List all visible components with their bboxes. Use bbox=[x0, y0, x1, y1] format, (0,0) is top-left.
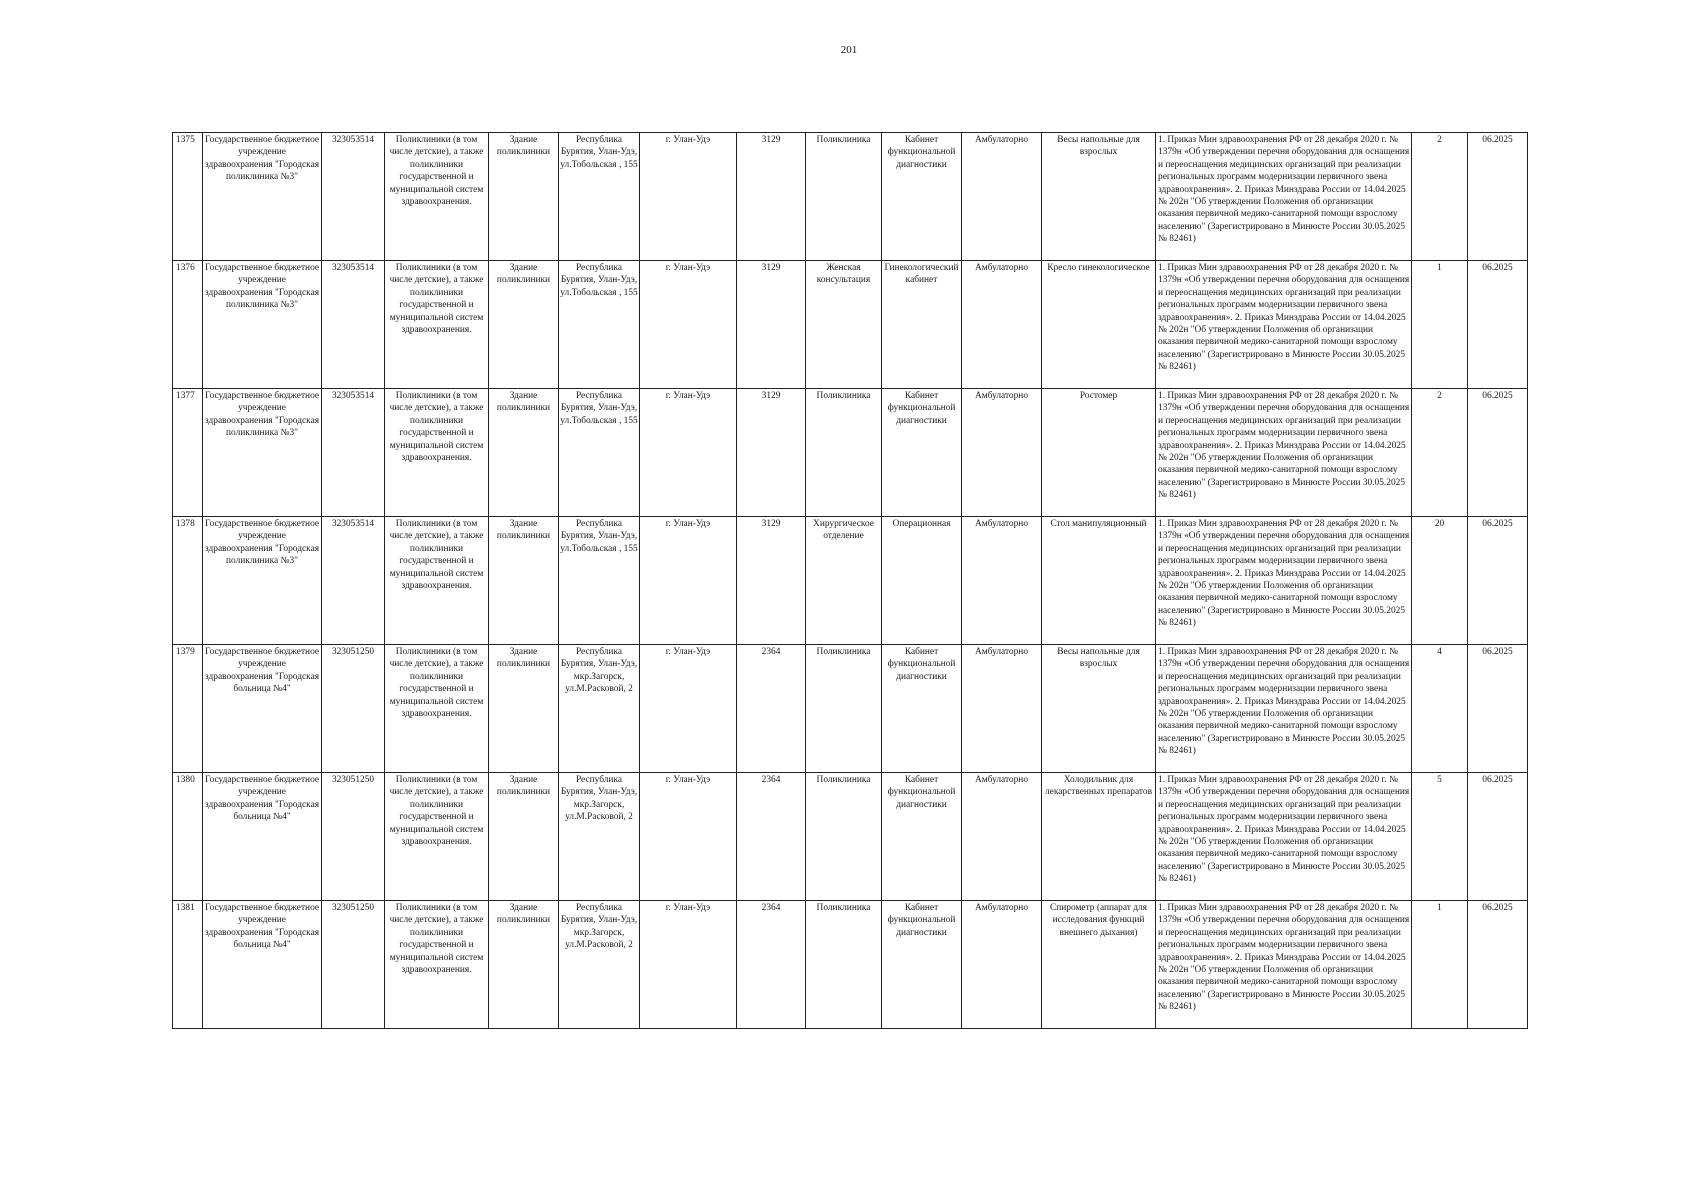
equipment-registry-table bbox=[172, 132, 1528, 1029]
building-cell: Здание поликлиники bbox=[489, 133, 559, 261]
equipment-cell: Кресло гинекологическое bbox=[1042, 261, 1156, 389]
equipment-cell: Холодильник для лекарственных препаратов bbox=[1042, 773, 1156, 901]
legal-basis-cell: 1. Приказ Мин здравоохранения РФ от 28 декабря 2020 г. № 1379н «Об утверждении перечня оборудования для оснащения и переоснащения медицинских организаций при реализации региональных программ модернизации первичного звена здравоохранения». 2. Приказ Минздрава России от 14.04.2025 № 202н "Об утверждении Положения об организации оказания первичной медико-санитарной помощи взрослому населению" (Зарегистрировано в Минюсте России 30.05.2025 № 82461) bbox=[1156, 389, 1412, 517]
city-cell: г. Улан-Удэ bbox=[640, 773, 737, 901]
city-cell: г. Улан-Удэ bbox=[640, 901, 737, 1029]
date-cell: 06.2025 bbox=[1468, 133, 1528, 261]
room-cell: Кабинет функциональной диагностики bbox=[882, 133, 962, 261]
equipment-cell: Весы напольные для взрослых bbox=[1042, 645, 1156, 773]
row-number-cell: 1377 bbox=[173, 389, 203, 517]
area-cell: 2364 bbox=[737, 645, 806, 773]
quantity-cell: 20 bbox=[1412, 517, 1468, 645]
building-cell: Здание поликлиники bbox=[489, 645, 559, 773]
equipment-cell: Весы напольные для взрослых bbox=[1042, 133, 1156, 261]
quantity-cell: 1 bbox=[1412, 901, 1468, 1029]
equipment-cell: Ростомер bbox=[1042, 389, 1156, 517]
room-cell: Кабинет функциональной диагностики bbox=[882, 773, 962, 901]
org-code-cell: 323053514 bbox=[322, 517, 385, 645]
row-number-cell: 1381 bbox=[173, 901, 203, 1029]
address-cell: Республика Бурятия, Улан-Удэ, ул.Тобольская , 155 bbox=[559, 261, 640, 389]
department-cell: Поликлиника bbox=[806, 645, 882, 773]
department-cell: Поликлиника bbox=[806, 133, 882, 261]
organization-cell: Государственное бюджетное учреждение здравоохранения "Городская больница №4" bbox=[203, 901, 322, 1029]
area-cell: 3129 bbox=[737, 389, 806, 517]
room-cell: Гинекологический кабинет bbox=[882, 261, 962, 389]
address-cell: Республика Бурятия, Улан-Удэ, мкр.Загорск, ул.М.Расковой, 2 bbox=[559, 645, 640, 773]
page-number: 201 bbox=[840, 44, 858, 56]
room-cell: Кабинет функциональной диагностики bbox=[882, 901, 962, 1029]
organization-cell: Государственное бюджетное учреждение здравоохранения "Городская поликлиника №3" bbox=[203, 389, 322, 517]
care-mode-cell: Амбулаторно bbox=[962, 133, 1042, 261]
room-cell: Кабинет функциональной диагностики bbox=[882, 389, 962, 517]
org-code-cell: 323051250 bbox=[322, 645, 385, 773]
facility-type-cell: Поликлиники (в том числе детские), а также поликлиники государственной и муниципальной систем здравоохранения. bbox=[385, 901, 489, 1029]
facility-type-cell: Поликлиники (в том числе детские), а также поликлиники государственной и муниципальной систем здравоохранения. bbox=[385, 517, 489, 645]
care-mode-cell: Амбулаторно bbox=[962, 261, 1042, 389]
department-cell: Хирургическое отделение bbox=[806, 517, 882, 645]
row-number-cell: 1375 bbox=[173, 133, 203, 261]
care-mode-cell: Амбулаторно bbox=[962, 517, 1042, 645]
table-row bbox=[173, 645, 1528, 773]
org-code-cell: 323051250 bbox=[322, 901, 385, 1029]
legal-basis-cell: 1. Приказ Мин здравоохранения РФ от 28 декабря 2020 г. № 1379н «Об утверждении перечня оборудования для оснащения и переоснащения медицинских организаций при реализации региональных программ модернизации первичного звена здравоохранения». 2. Приказ Минздрава России от 14.04.2025 № 202н "Об утверждении Положения об организации оказания первичной медико-санитарной помощи взрослому населению" (Зарегистрировано в Минюсте России 30.05.2025 № 82461) bbox=[1156, 773, 1412, 901]
quantity-cell: 1 bbox=[1412, 261, 1468, 389]
address-cell: Республика Бурятия, Улан-Удэ, мкр.Загорск, ул.М.Расковой, 2 bbox=[559, 773, 640, 901]
care-mode-cell: Амбулаторно bbox=[962, 389, 1042, 517]
date-cell: 06.2025 bbox=[1468, 261, 1528, 389]
org-code-cell: 323051250 bbox=[322, 773, 385, 901]
legal-basis-cell: 1. Приказ Мин здравоохранения РФ от 28 декабря 2020 г. № 1379н «Об утверждении перечня оборудования для оснащения и переоснащения медицинских организаций при реализации региональных программ модернизации первичного звена здравоохранения». 2. Приказ Минздрава России от 14.04.2025 № 202н "Об утверждении Положения об организации оказания первичной медико-санитарной помощи взрослому населению" (Зарегистрировано в Минюсте России 30.05.2025 № 82461) bbox=[1156, 645, 1412, 773]
date-cell: 06.2025 bbox=[1468, 773, 1528, 901]
room-cell: Операционная bbox=[882, 517, 962, 645]
facility-type-cell: Поликлиники (в том числе детские), а также поликлиники государственной и муниципальной систем здравоохранения. bbox=[385, 773, 489, 901]
date-cell: 06.2025 bbox=[1468, 901, 1528, 1029]
department-cell: Поликлиника bbox=[806, 389, 882, 517]
facility-type-cell: Поликлиники (в том числе детские), а также поликлиники государственной и муниципальной систем здравоохранения. bbox=[385, 389, 489, 517]
organization-cell: Государственное бюджетное учреждение здравоохранения "Городская больница №4" bbox=[203, 645, 322, 773]
organization-cell: Государственное бюджетное учреждение здравоохранения "Городская поликлиника №3" bbox=[203, 517, 322, 645]
table-row bbox=[173, 133, 1528, 261]
area-cell: 2364 bbox=[737, 773, 806, 901]
facility-type-cell: Поликлиники (в том числе детские), а также поликлиники государственной и муниципальной систем здравоохранения. bbox=[385, 645, 489, 773]
building-cell: Здание поликлиники bbox=[489, 389, 559, 517]
row-number-cell: 1379 bbox=[173, 645, 203, 773]
area-cell: 3129 bbox=[737, 133, 806, 261]
quantity-cell: 4 bbox=[1412, 645, 1468, 773]
table-row bbox=[173, 901, 1528, 1029]
organization-cell: Государственное бюджетное учреждение здравоохранения "Городская больница №4" bbox=[203, 773, 322, 901]
legal-basis-cell: 1. Приказ Мин здравоохранения РФ от 28 декабря 2020 г. № 1379н «Об утверждении перечня оборудования для оснащения и переоснащения медицинских организаций при реализации региональных программ модернизации первичного звена здравоохранения». 2. Приказ Минздрава России от 14.04.2025 № 202н "Об утверждении Положения об организации оказания первичной медико-санитарной помощи взрослому населению" (Зарегистрировано в Минюсте России 30.05.2025 № 82461) bbox=[1156, 901, 1412, 1029]
registry-body bbox=[173, 133, 1528, 1029]
city-cell: г. Улан-Удэ bbox=[640, 389, 737, 517]
address-cell: Республика Бурятия, Улан-Удэ, ул.Тобольская , 155 bbox=[559, 389, 640, 517]
address-cell: Республика Бурятия, Улан-Удэ, ул.Тобольская , 155 bbox=[559, 517, 640, 645]
facility-type-cell: Поликлиники (в том числе детские), а также поликлиники государственной и муниципальной систем здравоохранения. bbox=[385, 261, 489, 389]
org-code-cell: 323053514 bbox=[322, 389, 385, 517]
legal-basis-cell: 1. Приказ Мин здравоохранения РФ от 28 декабря 2020 г. № 1379н «Об утверждении перечня оборудования для оснащения и переоснащения медицинских организаций при реализации региональных программ модернизации первичного звена здравоохранения». 2. Приказ Минздрава России от 14.04.2025 № 202н "Об утверждении Положения об организации оказания первичной медико-санитарной помощи взрослому населению" (Зарегистрировано в Минюсте России 30.05.2025 № 82461) bbox=[1156, 517, 1412, 645]
care-mode-cell: Амбулаторно bbox=[962, 645, 1042, 773]
city-cell: г. Улан-Удэ bbox=[640, 261, 737, 389]
table-row bbox=[173, 773, 1528, 901]
row-number-cell: 1380 bbox=[173, 773, 203, 901]
facility-type-cell: Поликлиники (в том числе детские), а также поликлиники государственной и муниципальной систем здравоохранения. bbox=[385, 133, 489, 261]
quantity-cell: 5 bbox=[1412, 773, 1468, 901]
organization-cell: Государственное бюджетное учреждение здравоохранения "Городская поликлиника №3" bbox=[203, 261, 322, 389]
quantity-cell: 2 bbox=[1412, 133, 1468, 261]
date-cell: 06.2025 bbox=[1468, 389, 1528, 517]
department-cell: Поликлиника bbox=[806, 773, 882, 901]
org-code-cell: 323053514 bbox=[322, 133, 385, 261]
care-mode-cell: Амбулаторно bbox=[962, 901, 1042, 1029]
legal-basis-cell: 1. Приказ Мин здравоохранения РФ от 28 декабря 2020 г. № 1379н «Об утверждении перечня оборудования для оснащения и переоснащения медицинских организаций при реализации региональных программ модернизации первичного звена здравоохранения». 2. Приказ Минздрава России от 14.04.2025 № 202н "Об утверждении Положения об организации оказания первичной медико-санитарной помощи взрослому населению" (Зарегистрировано в Минюсте России 30.05.2025 № 82461) bbox=[1156, 133, 1412, 261]
equipment-cell: Спирометр (аппарат для исследования функций внешнего дыхания) bbox=[1042, 901, 1156, 1029]
building-cell: Здание поликлиники bbox=[489, 517, 559, 645]
date-cell: 06.2025 bbox=[1468, 517, 1528, 645]
legal-basis-cell: 1. Приказ Мин здравоохранения РФ от 28 декабря 2020 г. № 1379н «Об утверждении перечня оборудования для оснащения и переоснащения медицинских организаций при реализации региональных программ модернизации первичного звена здравоохранения». 2. Приказ Минздрава России от 14.04.2025 № 202н "Об утверждении Положения об организации оказания первичной медико-санитарной помощи взрослому населению" (Зарегистрировано в Минюсте России 30.05.2025 № 82461) bbox=[1156, 261, 1412, 389]
table-row bbox=[173, 389, 1528, 517]
address-cell: Республика Бурятия, Улан-Удэ, ул.Тобольская , 155 bbox=[559, 133, 640, 261]
row-number-cell: 1378 bbox=[173, 517, 203, 645]
city-cell: г. Улан-Удэ bbox=[640, 517, 737, 645]
table-row bbox=[173, 517, 1528, 645]
building-cell: Здание поликлиники bbox=[489, 773, 559, 901]
city-cell: г. Улан-Удэ bbox=[640, 133, 737, 261]
care-mode-cell: Амбулаторно bbox=[962, 773, 1042, 901]
table-row bbox=[173, 261, 1528, 389]
department-cell: Женская консультация bbox=[806, 261, 882, 389]
city-cell: г. Улан-Удэ bbox=[640, 645, 737, 773]
area-cell: 3129 bbox=[737, 261, 806, 389]
row-number-cell: 1376 bbox=[173, 261, 203, 389]
department-cell: Поликлиника bbox=[806, 901, 882, 1029]
building-cell: Здание поликлиники bbox=[489, 261, 559, 389]
date-cell: 06.2025 bbox=[1468, 645, 1528, 773]
address-cell: Республика Бурятия, Улан-Удэ, мкр.Загорск, ул.М.Расковой, 2 bbox=[559, 901, 640, 1029]
area-cell: 2364 bbox=[737, 901, 806, 1029]
organization-cell: Государственное бюджетное учреждение здравоохранения "Городская поликлиника №3" bbox=[203, 133, 322, 261]
org-code-cell: 323053514 bbox=[322, 261, 385, 389]
equipment-cell: Стол манипуляционный bbox=[1042, 517, 1156, 645]
quantity-cell: 2 bbox=[1412, 389, 1468, 517]
area-cell: 3129 bbox=[737, 517, 806, 645]
room-cell: Кабинет функциональной диагностики bbox=[882, 645, 962, 773]
building-cell: Здание поликлиники bbox=[489, 901, 559, 1029]
